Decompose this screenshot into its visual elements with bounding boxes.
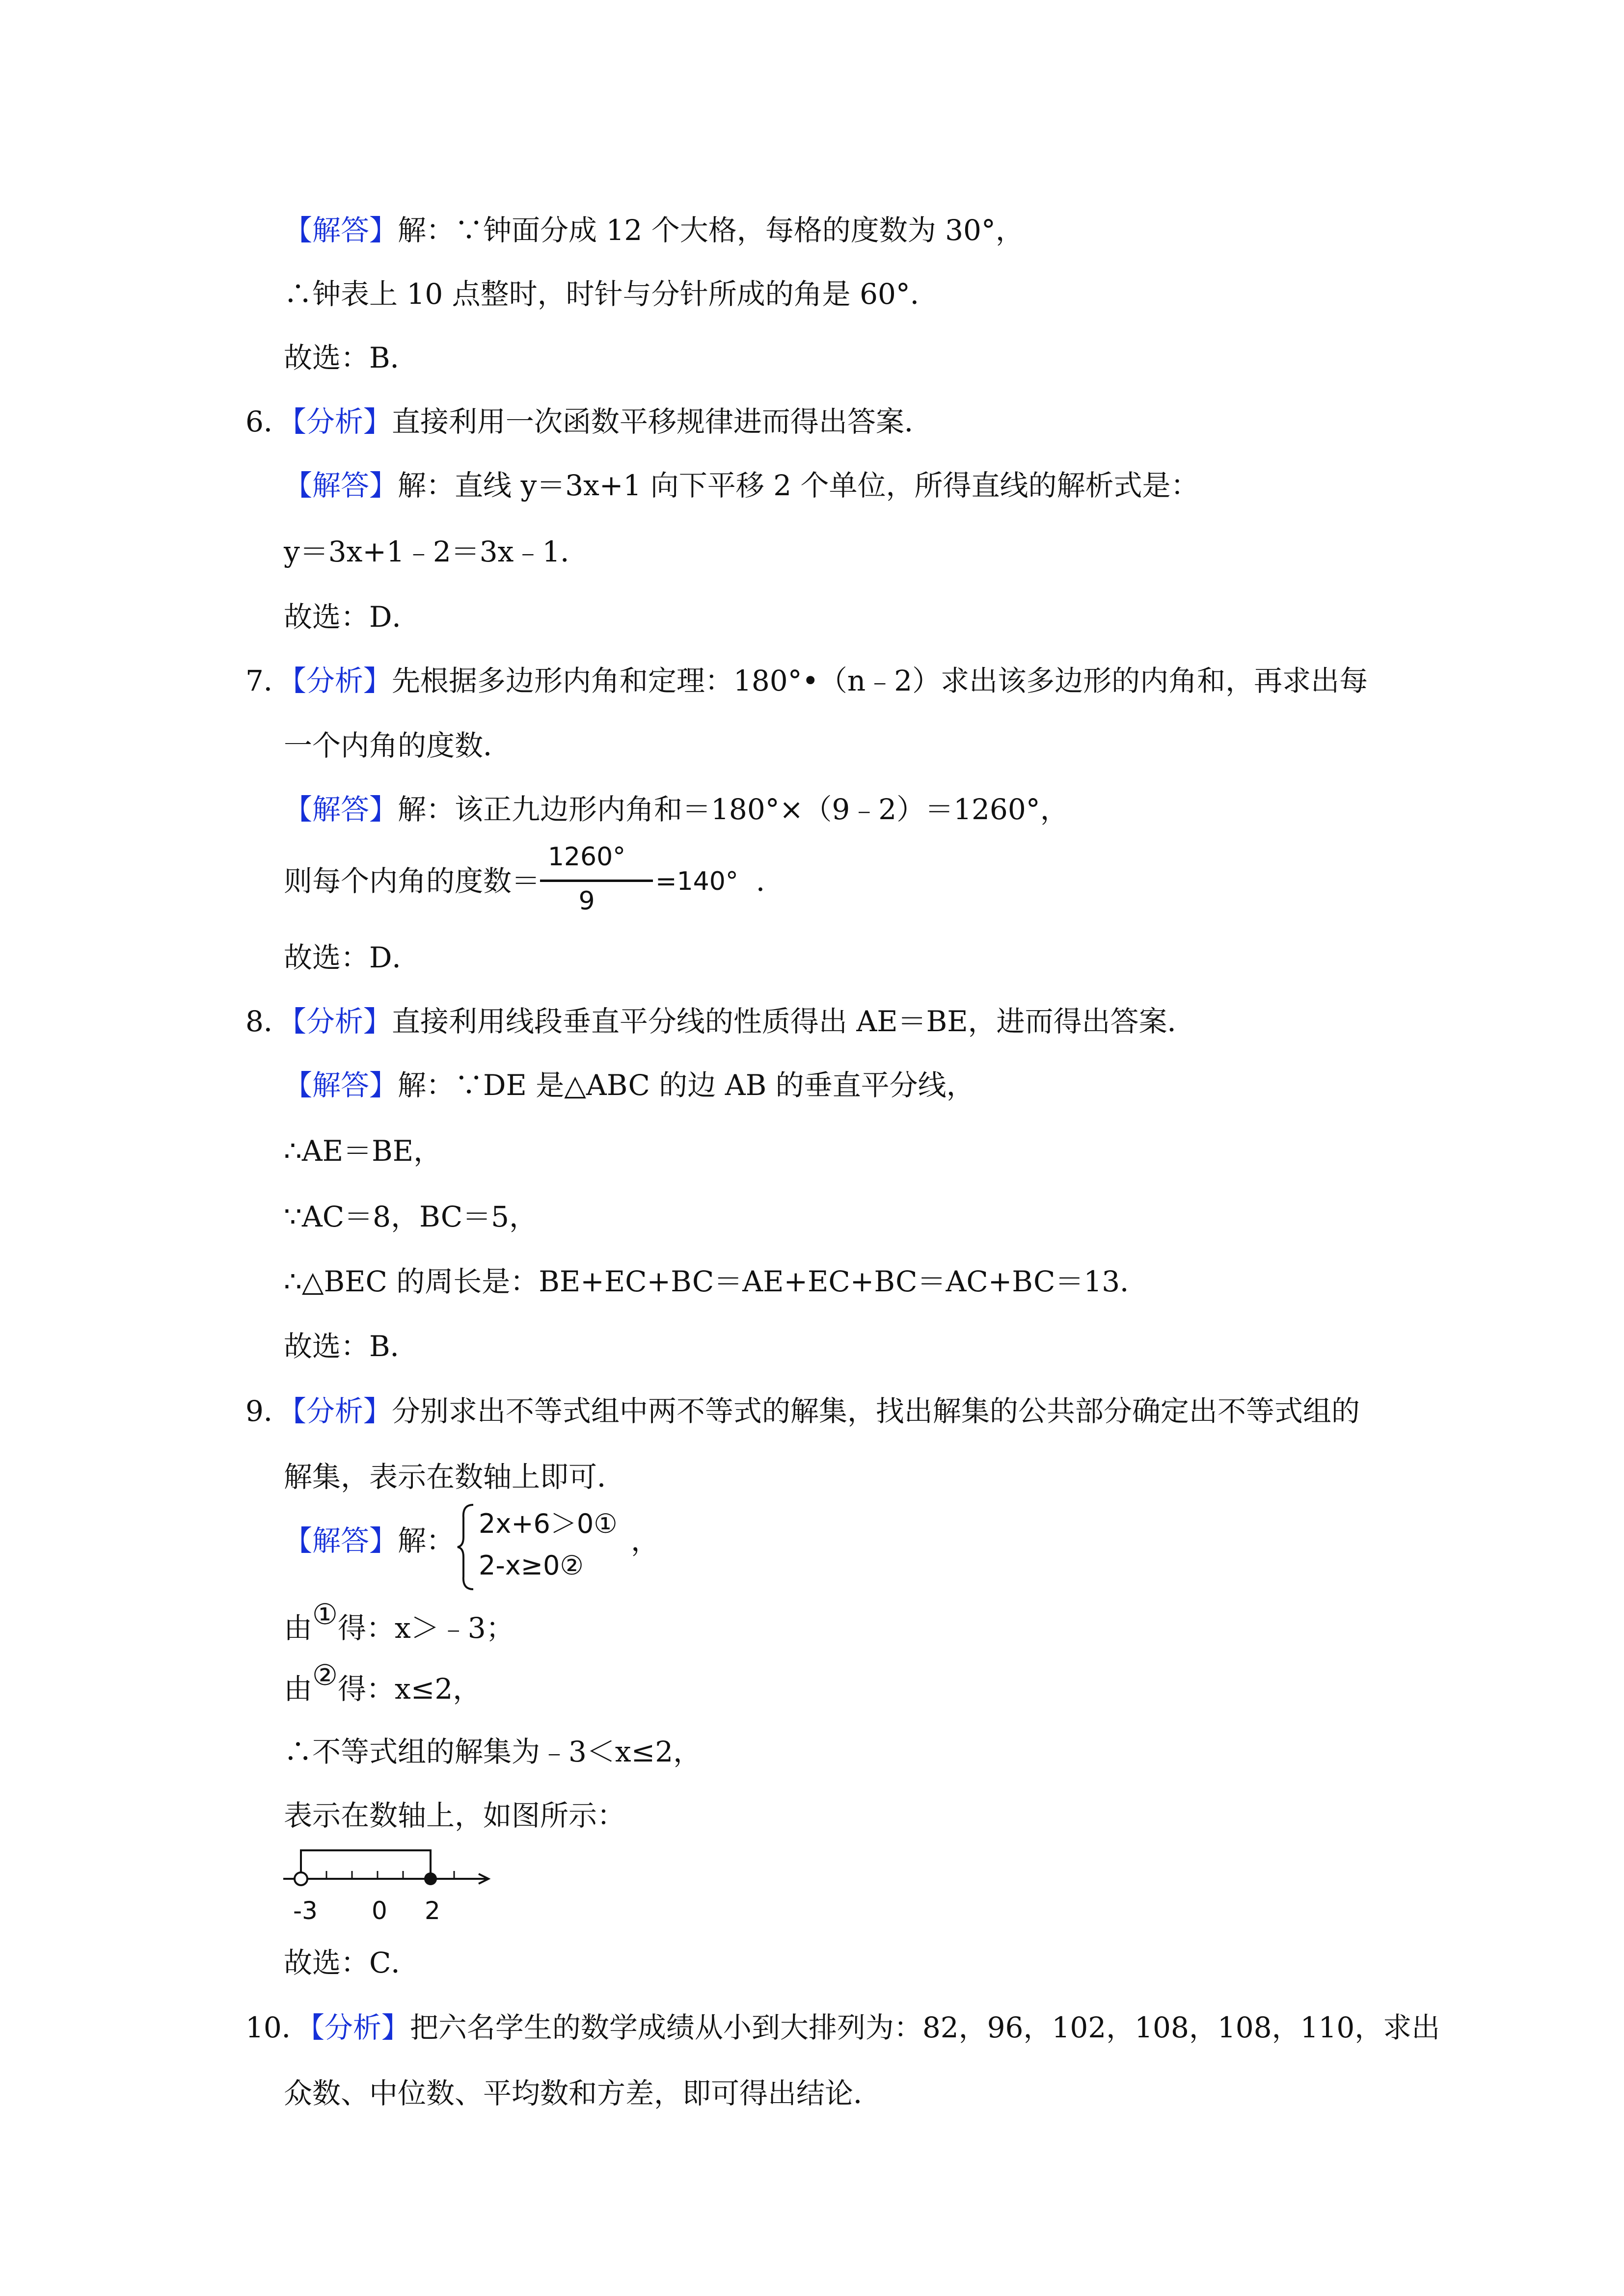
q6-analysis-text: 直接利用一次函数平移规律进而得出答案． (391, 405, 933, 438)
q9-step2-post: 得：x≤2， (338, 1672, 482, 1706)
q9-step1-pre: 由 (284, 1611, 313, 1645)
q5-answer-text: 解：∵钟面分成 12 个大格，每格的度数为 30°， (398, 214, 1024, 247)
q9-analysis-line2: 解集，表示在数轴上即可． (284, 1460, 626, 1494)
q9-step1 (284, 1598, 514, 1645)
q9-step2-mark: ② (312, 1658, 338, 1692)
q9-step1-mark: ① (312, 1598, 338, 1631)
q9-closed-point (424, 1872, 437, 1885)
q6-answer-text: 解：直线 y＝3x+1 向下平移 2 个单位，所得直线的解析式是： (398, 469, 1199, 502)
q7-analysis-line2: 一个内角的度数． (284, 729, 512, 762)
q8-answer-text: 解：∵DE 是△ABC 的边 AB 的垂直平分线， (398, 1068, 975, 1102)
q7-fraction (540, 842, 633, 916)
q9-step2-pre: 由 (284, 1672, 313, 1706)
q10-number: 10． (245, 2011, 310, 2044)
analysis-tag: 【分析】 (292, 664, 392, 697)
q6-number: 6． (245, 405, 292, 438)
q7-choice: 故选：D． (284, 941, 421, 974)
analysis-tag: 【分析】 (292, 1394, 392, 1428)
q8-analysis-text: 直接利用线段垂直平分线的性质得出 AE＝BE，进而得出答案． (391, 1005, 1196, 1038)
q7-answer-line (284, 795, 1069, 824)
q9-label-neg3: -3 (293, 1896, 318, 1925)
q9-system-eq2 (479, 1550, 584, 1581)
q6-answer-line (284, 471, 1199, 500)
q8-number: 8． (245, 1005, 292, 1038)
q10-analysis-line (245, 2013, 1440, 2042)
answer-tag: 【解答】 (284, 469, 398, 502)
q9-system-brace (457, 1503, 476, 1591)
q9-answer-text: 解： (398, 1524, 455, 1557)
q9-open-point (295, 1872, 307, 1885)
q8-line4: ∴△BEC 的周长是：BE+EC+BC＝AE+EC+BC＝AC+BC＝13． (284, 1265, 1149, 1298)
q7-line2-suffix: ． (756, 864, 785, 898)
q9-step2 (284, 1658, 482, 1706)
q7-fraction-denominator: 9 (578, 886, 595, 916)
analysis-tag: 【分析】 (310, 2011, 410, 2044)
answer-tag: 【解答】 (284, 214, 398, 247)
q9-label-2: 2 (425, 1896, 440, 1925)
q9-eq2-mark: ② (560, 1550, 584, 1581)
q7-analysis-text: 先根据多边形内角和定理：180°•（n﹣2）求出该多边形的内角和，再求出每 (391, 664, 1368, 697)
q8-choice: 故选：B． (284, 1330, 419, 1363)
q7-fraction-numerator: 1260° (547, 842, 626, 872)
q9-number-line (282, 1845, 498, 1934)
q7-number: 7． (245, 664, 292, 697)
q7-fraction-result: =140° (655, 867, 738, 896)
answer-tag: 【解答】 (284, 1068, 398, 1102)
q9-analysis-line (245, 1394, 1360, 1428)
q9-result: ∴不等式组的解集为﹣3＜x≤2， (284, 1735, 702, 1768)
q9-label-0: 0 (372, 1896, 387, 1925)
q9-solution-bracket (301, 1850, 431, 1879)
q9-choice: 故选：C． (284, 1946, 420, 1979)
q7-analysis-line (245, 664, 1368, 697)
q9-answer-line (284, 1526, 455, 1555)
q6-analysis-line (245, 407, 933, 436)
q9-analysis-text: 分别求出不等式组中两不等式的解集，找出解集的公共部分确定出不等式组的 (391, 1394, 1360, 1428)
q9-step1-post: 得：x＞﹣3； (338, 1611, 514, 1645)
analysis-tag: 【分析】 (292, 405, 392, 438)
q7-answer-text: 解：该正九边形内角和＝180°×（9﹣2）＝1260°， (398, 793, 1069, 826)
q10-analysis-line2: 众数、中位数、平均数和方差，即可得出结论． (284, 2077, 882, 2110)
q9-numberline-intro: 表示在数轴上，如图所示： (284, 1799, 626, 1832)
q9-system-end: ， (631, 1524, 660, 1557)
q5-answer-line (284, 214, 1024, 247)
q9-number: 9． (245, 1394, 292, 1428)
q6-line2: y＝3x+1﹣2＝3x﹣1． (284, 535, 589, 568)
answer-tag: 【解答】 (284, 793, 398, 826)
q8-line3: ∵AC＝8，BC＝5， (284, 1200, 538, 1233)
q9-eq1-text: 2x+6＞0 (479, 1508, 594, 1539)
q8-line2: ∴AE＝BE， (284, 1134, 442, 1168)
q5-line2: ∴钟表上 10 点整时，时针与分针所成的角是 60°． (284, 277, 939, 311)
q9-system-eq1 (479, 1503, 618, 1541)
q8-answer-line (284, 1068, 975, 1102)
answer-tag: 【解答】 (284, 1524, 398, 1557)
q9-eq1-mark: ① (594, 1508, 618, 1539)
q10-analysis-text: 把六名学生的数学成绩从小到大排列为：82，96，102，108，108，110，求出 (409, 2011, 1440, 2044)
q7-line2-prefix: 则每个内角的度数＝ (284, 864, 541, 898)
q8-analysis-line (245, 1007, 1196, 1036)
q5-choice: 故选：B． (284, 341, 419, 374)
q7-fraction-bar (540, 880, 653, 882)
q9-eq2-text: 2-x≥0 (479, 1550, 560, 1581)
q6-choice: 故选：D． (284, 600, 421, 634)
analysis-tag: 【分析】 (292, 1005, 392, 1038)
